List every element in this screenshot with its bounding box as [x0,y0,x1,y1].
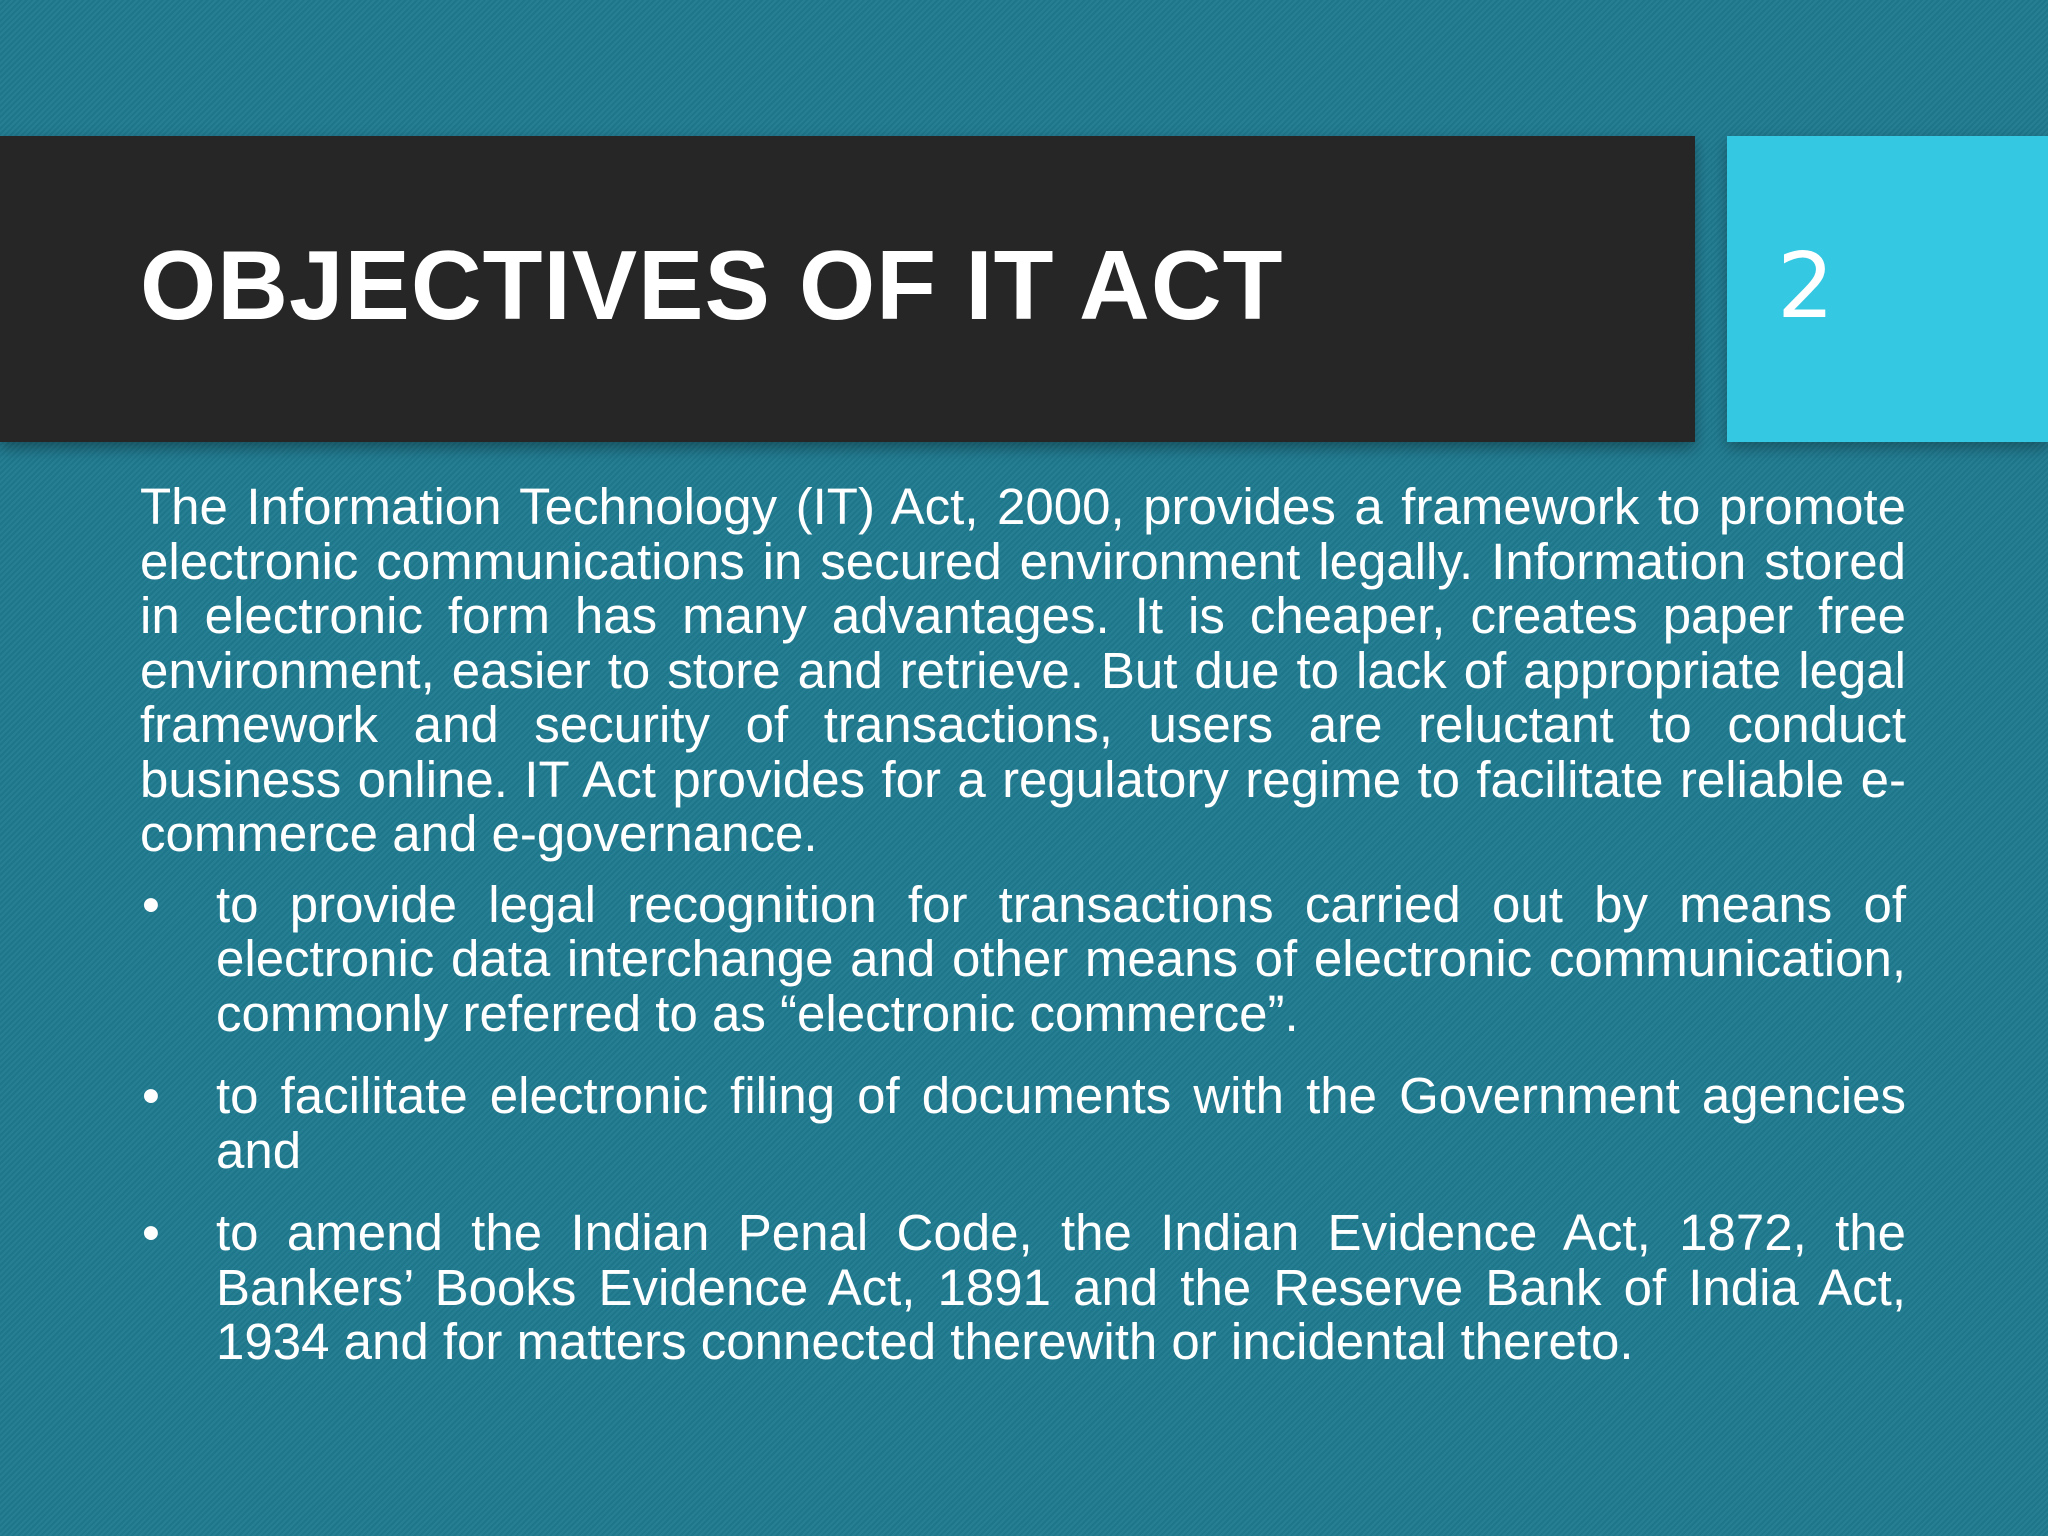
slide-number-box [1727,136,2048,442]
slide-content [140,480,1906,1398]
objectives-list [140,875,1906,1370]
list-item [140,1069,1906,1178]
bullet-icon: • [142,875,160,933]
bullet-icon: • [142,1204,160,1261]
intro-paragraph: The Information Technology (IT) Act, 2000, provides a framework to promote electronic communications in secured environment legally. Information stored in electronic form has many advantages. It is cheaper, creates paper free environment, easier to store and retrieve. But due to lack of appropriate legal framework and security of transactions, users are reluctant to conduct business online. IT Act provides for a regulatory regime to facilitate reliable e-commerce and e-governance. [140,478,1906,862]
list-item-text: to facilitate electronic filing of documents with the Government agencies and [216,1067,1906,1179]
list-item [140,1206,1906,1370]
bullet-icon: • [142,1067,160,1124]
slide-title: OBJECTIVES OF IT ACT [140,230,1284,340]
list-item-text: to amend the Indian Penal Code, the Indian Evidence Act, 1872, the Bankers’ Books Evidence Act, 1891 and the Reserve Bank of India Act, 1934 and for matters connected therewith or incidental thereto. [216,1204,1906,1370]
title-bar [0,136,1695,442]
slide-number: 2 [1777,234,1835,339]
list-item-text: to provide legal recognition for transactions carried out by means of electronic data interchange and other means of electronic communication, commonly referred to as “electronic commerce”. [216,875,1906,1042]
list-item [140,875,1906,1042]
